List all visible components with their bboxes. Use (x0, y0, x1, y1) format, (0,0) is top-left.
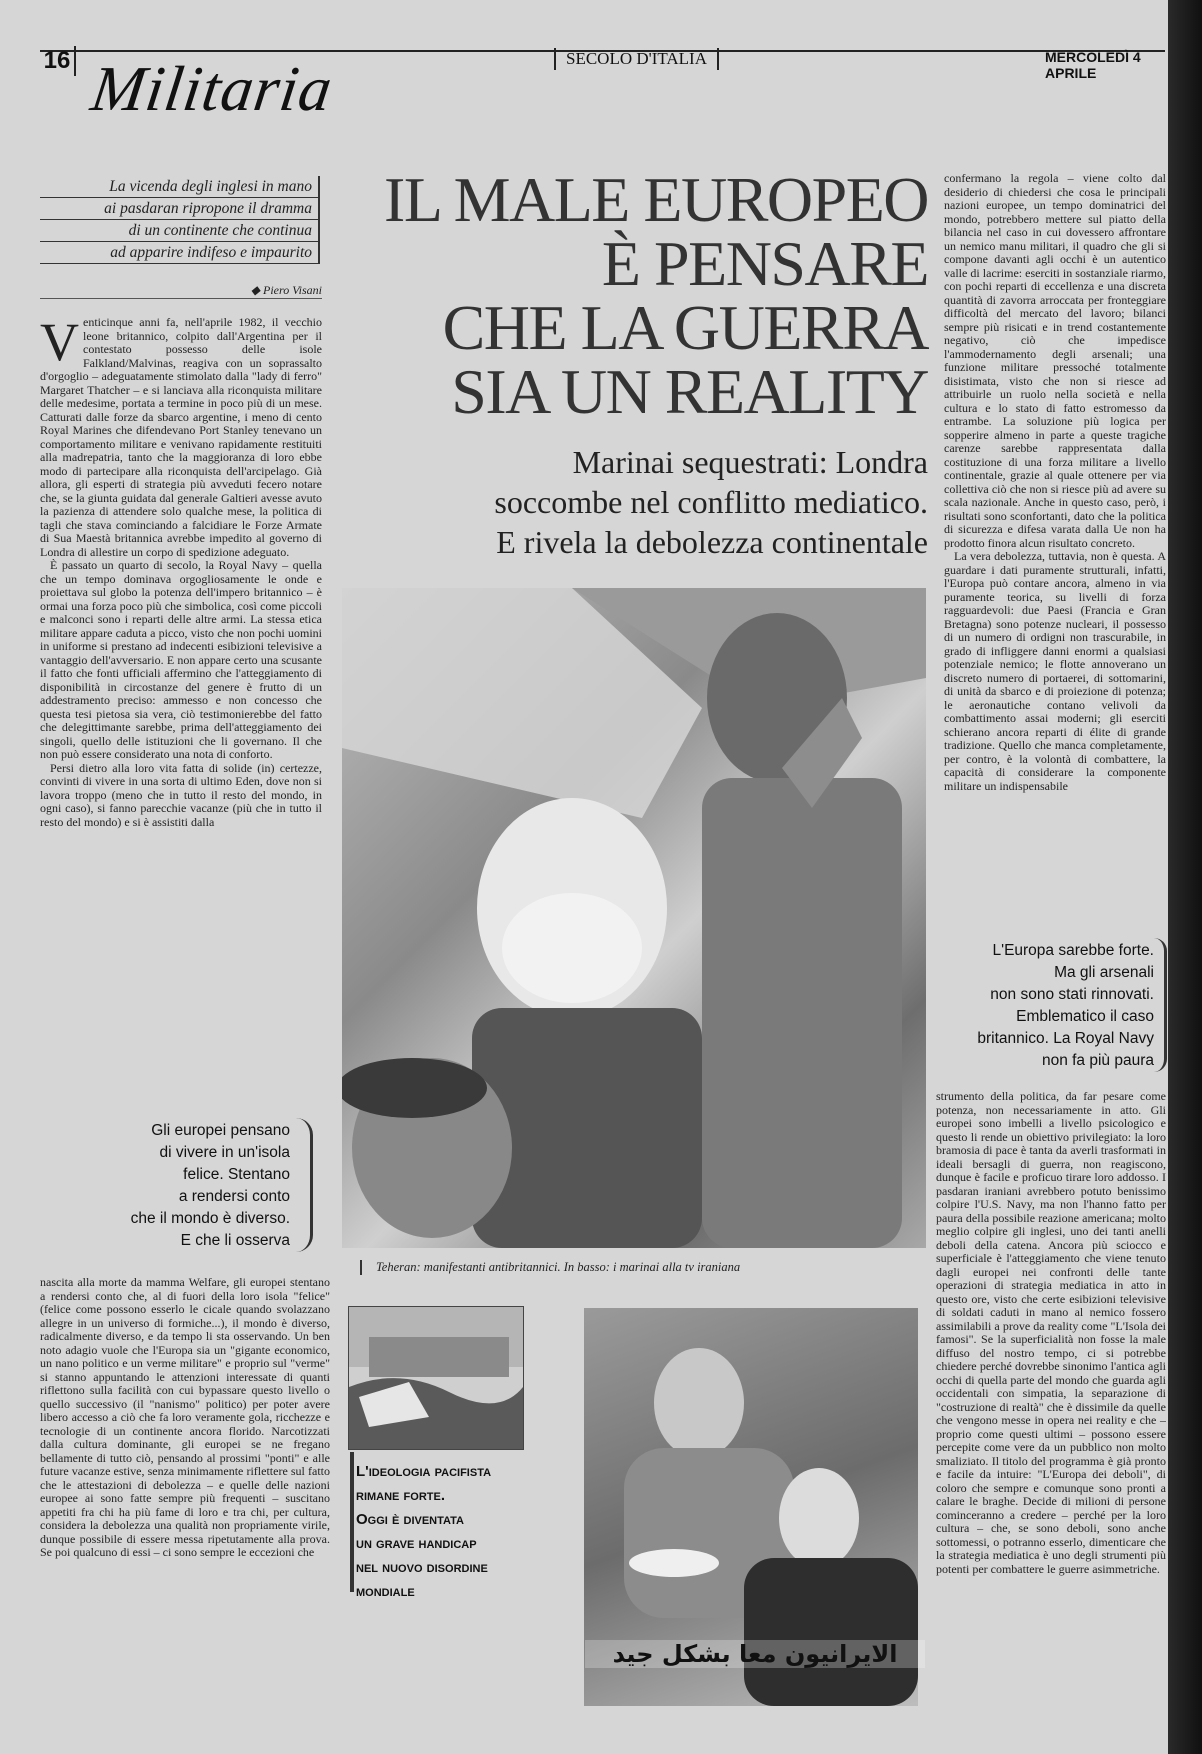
article-column-right-continued (936, 1090, 1166, 1700)
kicker-rule (350, 1452, 354, 1592)
subhead-line: soccombe nel conflitto mediatico. (494, 484, 928, 520)
section-title: Militaria (87, 53, 338, 124)
lead-line: ad apparire indifeso e impaurito (40, 242, 320, 264)
tv-banner-text: الايرانيون معا بشكل جيد (585, 1640, 925, 1668)
quote-line: L'Europa sarebbe forte. (992, 942, 1154, 959)
byline: ◆ Piero Visani (40, 283, 322, 299)
headline-line: SIA UN REALITY (451, 356, 928, 427)
paragraph: enticinque anni fa, nell'aprile 1982, il vecchio leone britannico, colpito dall'Argentina per il contestato possesso delle isole Falkland/Malvinas, reagiva con un soprassalto d'orgoglio – adeguatamente stimolato dalla "lady di ferro" Margaret Thatcher – e si lanciava alla riconquista militare delle medesime, portata a termine in poco più di un mese. Catturati dalle forze da sbarco argentine, i meno di cento Royal Marines che difendevano Port Stanley tenevano un comportamento militare e venivano rapidamente restituiti alla madrepatria, tanto che la maggioranza di loro ebbe modo di partecipare alla riconquista dell'arcipelago. Già allora, gli esperti di strategia più avveduti fecero notare che, se la giunta guidata dal generale Galtieri avesse avuto la pazienza di attendere solo qualche mese, la politica di tagli che stava cominciando a falcidiare le Forze Armate di Sua Maestà britannica avrebbe impedito al governo di Londra di allestire un corpo di spedizione adeguato. (40, 316, 322, 559)
lead-line: ai pasdaran ripropone il dramma (40, 198, 320, 220)
paragraph: La vera debolezza, tuttavia, non è questa. A guardare i dati puramente strutturali, infatti, l'Europa può contare ancora, almeno in via puramente teorica, su livelli di forza ragguardevoli: due Paesi (Francia e Gran Bretagna) sono potenze nucleari, il possesso di un numero di ordigni non trascurabile, in grado di infliggere danni enormi a qualsiasi potenziale nemico; le flotte annoverano un discreto numero di portaerei, di sottomarini, di unità da sbarco e di proiezione di potenza; le aeronautiche contano velivoli da combattimento assai moderni; gli eserciti schierano ancora reparti di élite di grande tradizione. Quello che manca completamente, per contro, è la volontà di combattere, la capacità di considerare la componente militare un indispensabile (944, 549, 1166, 793)
protest-photo-illustration (342, 588, 926, 1248)
issue-date: MERCOLEDÌ 4 APRILE (1045, 49, 1141, 81)
quote-line: E che li osserva (180, 1232, 290, 1249)
quote-line: felice. Stentano (183, 1166, 290, 1183)
quote-line: che il mondo è diverso. (130, 1210, 290, 1227)
kicker-line: rimane forte. (356, 1487, 445, 1504)
quote-line: non sono stati rinnovati. (990, 986, 1154, 1003)
photo-caption: Teheran: manifestanti antibritannici. In basso: i marinai alla tv iraniana (360, 1260, 740, 1275)
quote-line: Gli europei pensano (151, 1122, 290, 1139)
kicker-line: nel nuovo disordine (356, 1559, 488, 1576)
rally-photo (348, 1306, 524, 1450)
quote-line: Ma gli arsenali (1054, 964, 1154, 981)
quote-line: britannico. La Royal Navy (977, 1030, 1154, 1047)
subhead-line: E rivela la debolezza continentale (496, 524, 928, 560)
paragraph: nascita alla morte da mamma Welfare, gli europei stentano a rendersi conto che, al di fuori della loro isola "felice" (felice come possono esserlo le cicale quando svolazzano allegre in un universo di formiche...), il mondo è diverso, radicalmente diverso, e da tempo li sta osservando. Un ben noto adagio vuole che l'Europa sia un "gigante economico, un nano politico e un verme militare" e proprio sul "verme" si stanno appuntando le attenzioni interessate di quanti riflettono sulla facilità con cui bypassare questo livello o quello successivo (il "nanismo" politico) per poter avere libero accesso a ciò che fa loro veramente gola, ricchezze e tecnologie di un continente ancora florido. Narcotizzati dalla cultura dominante, gli europei se ne fregano bellamente di tutto ciò, pensando al prossimi "ponti" e alle future vacanze estive, senza minimamente riflettere sul fatto che le attestazioni di debolezza – e quelle delle nazioni europee ai sono fatte sempre più frequenti – suscitano appetiti fra chi ha più fame di loro e tra chi, per cultura, considera la debolezza una qualità non propriamente virile, dunque possibile di essere messa ripetutamente alla prova. Se poi qualcuno di essi – ci sono sempre le eccezioni che (40, 1276, 330, 1559)
paragraph: È passato un quarto di secolo, la Royal Navy – quella che un tempo dominava orgogliosamente le onde e proiettava sul globo la potenza dell'impero britannico – è ormai una forza poco più che simbolica, così come piccoli e malconci sono i reparti delle altre armi. La stessa etica militare appare caduta a picco, visto che non pochi uomini in uniforme si prestano ad indecenti esibizioni televisive a vantaggio dell'avversario. E non appare certo una scusante il fatto che fonti ufficiali affermino che l'atteggiamento di disponibilità in circostanze del genere è frutto di un addestramento preciso: ammesso e non concesso che questa tesi pietosa sia vera, ciò testimonierebbe del fatto che delegittimante sarebbe, prima dell'atteggiamento dei singoli, quello delle istituzioni che li governano. Il che non può essere considerato una nota di conforto. (40, 558, 322, 761)
headline-line: È PENSARE (601, 228, 928, 299)
pull-quote-right (936, 940, 1154, 1072)
kicker-line: un grave handicap (356, 1535, 477, 1552)
lead-line: La vicenda degli inglesi in mano (40, 176, 320, 198)
drop-cap: V (40, 316, 79, 372)
quote-bracket (296, 1118, 313, 1252)
article-column-right (944, 172, 1166, 932)
page-number: 16 (40, 46, 76, 76)
paragraph: Persi dietro alla loro vita fatta di solide (in) certezze, convinti di vivere in una sorta di ultimo Eden, dove non si lavora troppo (meno che in tutto il resto del mondo, in ogni caso), si fanno parecchie vacanze (più che in tutto il resto del mondo) e si è assistiti dalla (40, 760, 322, 829)
pull-quote-left (40, 1120, 290, 1252)
quote-line: a rendersi conto (178, 1188, 290, 1205)
paragraph: confermano la regola – viene colto dal desiderio di chiedersi che cosa le principali nazioni europee, un tempo dominatrici del mondo, potrebbero mettere sul piatto della bilancia nel caso in cui dovessero affrontare un nemico manu militari, il quadro che gli si compone davanti agli occhi è un autentico valle di lacrime: eserciti in sostanziale riarmo, con pochi reparti di eccellenza e una discreta quantità di zavorra arroccata per fronteggiare difficoltà del mercato del lavoro; bilanci sempre più risicati e in trend costantemente negativo, ciò che impedisce l'ammodernamento degli arsenali; una funzione militare pressoché totalmente disistimata, visto che non si riesce ad attribuirle un ruolo nella società e nella cultura e lo stato di fatto estromesso da entrambe. La soluzione più logica per sopperire almeno in parte a queste tragiche carenze sarebbe rappresentata dalla costituzione di una forza militare a livello continentale, grazie al quale ottenere per via collettiva ciò che non si riesce più ad avere su scala nazionale. Anche in questo caso, però, i risultati sono sconfortanti, dato che la politica di sicurezza e difesa varata dalla Ue non ha prodotto finora alcun risultato concreto. (944, 172, 1166, 550)
article-lead (40, 176, 320, 264)
article-column-left (40, 316, 322, 1092)
protest-photo (342, 588, 926, 1248)
lead-line: di un continente che continua (40, 220, 320, 242)
kicker-line: mondiale (356, 1583, 415, 1600)
masthead: SECOLO D'ITALIA (554, 48, 719, 70)
headline-line: IL MALE EUROPEO (384, 164, 928, 235)
headline (360, 164, 928, 427)
subheadline (360, 442, 928, 562)
subhead-line: Marinai sequestrati: Londra (572, 444, 928, 480)
quote-line: Emblematico il caso (1016, 1008, 1154, 1025)
page-edge (1168, 0, 1202, 1754)
kicker-line: L'ideologia pacifista (356, 1463, 492, 1480)
box-kicker (356, 1460, 491, 1604)
quote-line: di vivere in un'isola (159, 1144, 290, 1161)
paragraph: strumento della politica, da far pesare come potenza, non necessariamente in atto. Gli europei sono imbelli a livello psicologico e questo li rende un obiettivo privilegiato: la loro bramosia di pace è tanta da averli trasformati in ideali bersagli di guerra, non reagiscono, dunque è facile e proficuo tirare loro addosso. I pasdaran iraniani avrebbero potuto benissimo colpire l'U.S. Navy, ma non l'hanno fatto per paura della possibile reazione americana; molto meglio colpire gli inglesi, uno dei tanti anelli deboli della catena. Ancora più sciocco e superficiale è l'atteggiamento che viene tenuto dagli europei nei confronti delle tante operazioni di strategia mediatica in atto in questo ore, visto che certe esibizioni televisive di soldati caduti in mano al nemico fossero assimilabili a prove da reality come "L'Isola dei famosi". Se la superficialità non fosse la male diffuso del nostro tempo, ci si potrebbe chiedere perché dovrebbe sinonimo l'antica agli occhi di quella parte del mondo che guarda agli occidentali con simpatia, la separazione di "costruzione di realtà" che è dissimile da quelle che vengono messe in opera nei reality e che – proprio come questi ultimi – possono essere percepite come vere da un pubblico non molto smaliziato. Il titolo del programma è già pronto e facile da intuire: "L'Europa dei deboli", di coloro che sempre e comunque sono pronti a calare le braghe. Decide di milioni di persone cominceranno a credere – perché per la loro cultura – che, se sono deboli, sono anche sottomessi, o potranno esserlo, dimenticare che la strategia mediatica è uno degli strumenti più potenti per combattere le guerre asimmetriche. (936, 1090, 1166, 1576)
rally-photo-illustration (349, 1307, 523, 1449)
headline-line: CHE LA GUERRA (442, 292, 928, 363)
kicker-line: Oggi è diventata (356, 1511, 465, 1528)
quote-line: non fa più paura (1041, 1052, 1154, 1069)
quote-bracket (1154, 938, 1167, 1072)
article-column-left-continued (40, 1276, 330, 1706)
